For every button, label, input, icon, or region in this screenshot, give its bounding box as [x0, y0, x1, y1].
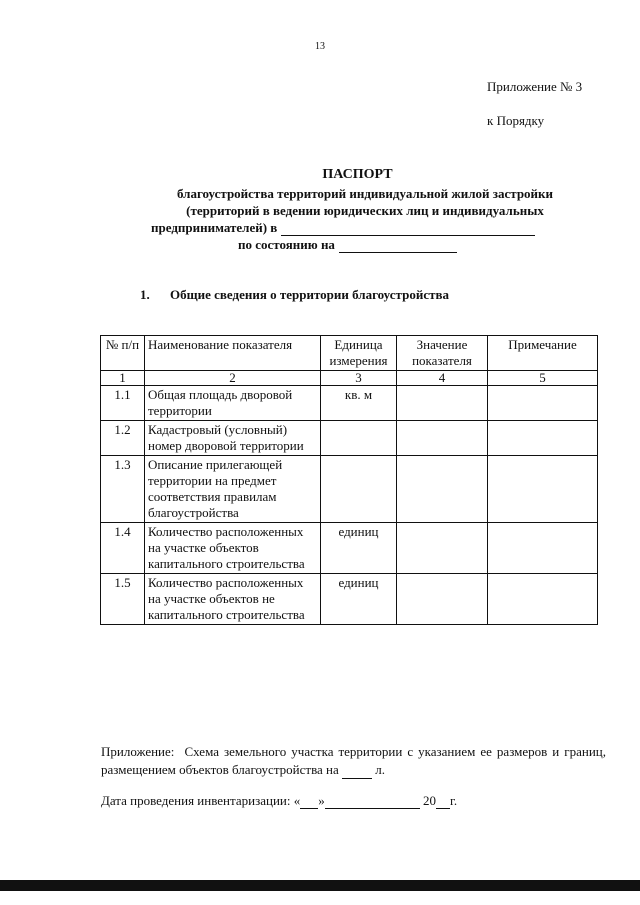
year-suffix: г.: [449, 793, 458, 808]
document-title: ПАСПОРТ: [322, 167, 393, 182]
header-value: Значение показателя: [397, 336, 488, 371]
subtitle-line3-text: предпринимателей) в: [151, 220, 278, 235]
date-label: Дата проведения инвентаризации:: [101, 793, 291, 808]
row-number: 1.2: [101, 421, 145, 456]
row-name: Общая площадь дворовой территории: [145, 386, 321, 421]
row-name: Количество расположенных на участке объектов не капитального строительства: [145, 574, 321, 625]
day-blank-line: [300, 796, 318, 809]
row-unit: [321, 421, 397, 456]
month-blank-line: [325, 796, 420, 809]
row-value: [397, 421, 488, 456]
inventory-date: [101, 793, 457, 809]
row-name: Кадастровый (условный) номер дворовой территории: [145, 421, 321, 456]
row-unit: единиц: [321, 574, 397, 625]
table-row: [101, 574, 598, 625]
section-heading: [140, 287, 449, 303]
row-unit: кв. м: [321, 386, 397, 421]
annex-number: Приложение № 3: [487, 79, 583, 94]
section-number: 1.: [140, 287, 150, 302]
passport-table: [100, 335, 598, 625]
table-header-row: [101, 336, 598, 371]
header-unit: Единица измерения: [321, 336, 397, 371]
row-name: Описание прилегающей территории на предмет соответствия правилам благоустройства: [145, 456, 321, 523]
section-title: Общие сведения о территории благоустройства: [170, 287, 449, 302]
header-name: Наименование показателя: [145, 336, 321, 371]
sheets-blank-line: [342, 766, 372, 779]
header-note: Примечание: [488, 336, 598, 371]
row-name: Количество расположенных на участке объектов капитального строительства: [145, 523, 321, 574]
as-of-label: по состоянию на: [238, 237, 335, 252]
table-index-row: [101, 371, 598, 386]
table-row: [101, 421, 598, 456]
index-cell: 4: [397, 371, 488, 386]
year-prefix: 20: [422, 793, 436, 808]
page-number: 13: [315, 41, 325, 52]
as-of-blank-line: [339, 239, 457, 253]
table-row: [101, 456, 598, 523]
row-number: 1.1: [101, 386, 145, 421]
table-row: [101, 386, 598, 421]
row-note: [488, 574, 598, 625]
row-number: 1.5: [101, 574, 145, 625]
document-subtitle-line1: благоустройства территорий индивидуальной жилой застройки: [176, 186, 554, 201]
index-cell: 3: [321, 371, 397, 386]
row-value: [397, 456, 488, 523]
row-value: [397, 386, 488, 421]
appendix-text: Схема земельного участка территории с указанием ее размеров и границ, размещением объектов благоустройства на: [101, 744, 607, 777]
appendix-note: [101, 743, 606, 779]
header-num: № п/п: [101, 336, 145, 371]
document-subtitle-line2: (территорий в ведении юридических лиц и индивидуальных: [186, 203, 544, 218]
row-unit: единиц: [321, 523, 397, 574]
table-row: [101, 523, 598, 574]
date-open-quote: «: [293, 793, 301, 808]
row-note: [488, 386, 598, 421]
row-value: [397, 523, 488, 574]
row-unit: [321, 456, 397, 523]
appendix-sheets-suffix: л.: [375, 762, 386, 777]
row-note: [488, 421, 598, 456]
annex-order-ref: к Порядку: [487, 113, 545, 128]
date-close-quote: »: [318, 793, 325, 808]
index-cell: 2: [145, 371, 321, 386]
index-cell: 1: [101, 371, 145, 386]
document-subtitle-line4: [238, 237, 457, 253]
scan-bottom-bar: [0, 880, 640, 891]
row-note: [488, 523, 598, 574]
row-note: [488, 456, 598, 523]
year-blank-line: [436, 796, 450, 809]
row-number: 1.3: [101, 456, 145, 523]
document-subtitle-line3: [151, 220, 535, 236]
index-cell: 5: [488, 371, 598, 386]
appendix-label: Приложение:: [101, 744, 175, 759]
row-number: 1.4: [101, 523, 145, 574]
location-blank-line: [281, 222, 535, 236]
row-value: [397, 574, 488, 625]
